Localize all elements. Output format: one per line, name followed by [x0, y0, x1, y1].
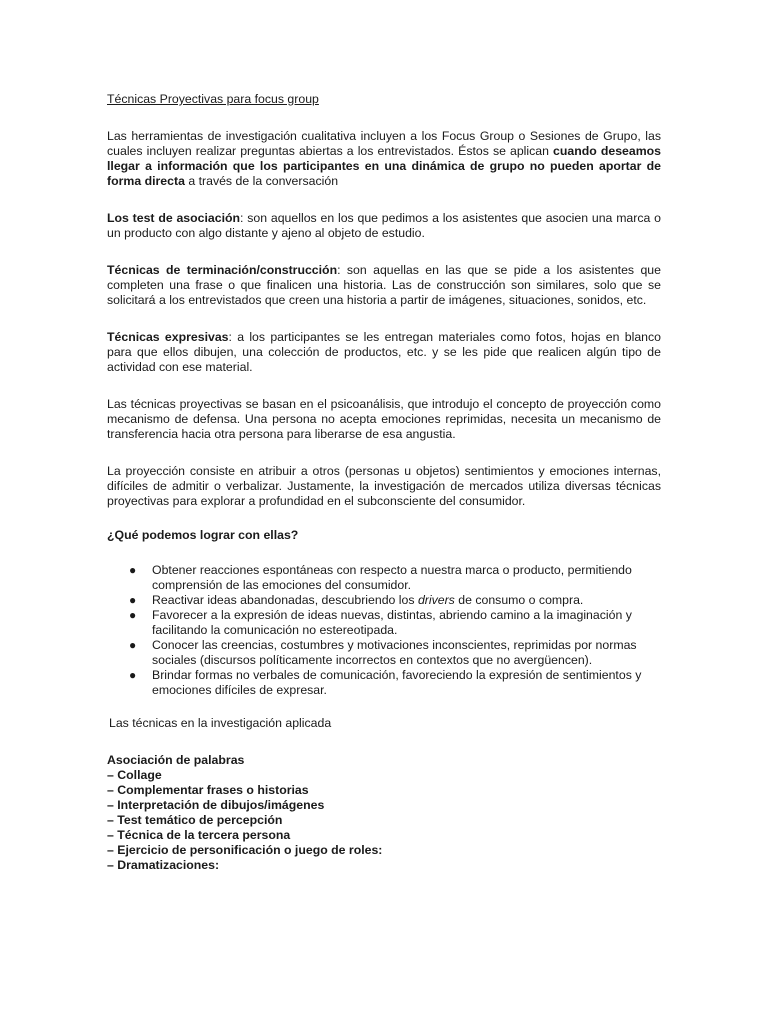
asociacion-text: : son aquellos en los que pedimos a los asistentes que asocien una marca o un producto con algo distante y ajeno al objeto de estudio.: [107, 211, 661, 240]
benefit-italic-term: drivers: [417, 593, 455, 607]
intro-paragraph: [107, 129, 661, 189]
benefit-text: Favorecer a la expresión de ideas nuevas, distintas, abriendo camino a la imaginación y facilitando la comunicación no estereotipada.: [152, 608, 632, 637]
asociacion-paragraph: [107, 211, 661, 241]
benefit-text-start: Reactivar ideas abandonadas, descubriendo los: [152, 593, 418, 607]
technique-item: – Test temático de percepción: [107, 813, 283, 827]
section-subtitle: Las técnicas en la investigación aplicada: [109, 716, 332, 730]
terminacion-text: : son aquellas en las que se pide a los asistentes que completen una frase o que finalicen una historia. Las de construcción son similares, solo que se solicitará a los entrevistados que creen una historia a partir de imágenes, situaciones, sonidos, etc.: [107, 263, 661, 307]
psicoanalisis-paragraph: Las técnicas proyectivas se basan en el psicoanálisis, que introdujo el concepto de proyección como mecanismo de defensa. Una persona no acepta emociones reprimidas, necesita un mecanismo de transferencia hacia otra persona para liberarse de esa angustia.: [107, 397, 661, 441]
bullet-icon: ●: [129, 668, 137, 682]
intro-text-end: a través de la conversación: [184, 174, 339, 188]
technique-item: – Collage: [107, 768, 162, 782]
list-item: [107, 593, 661, 608]
technique-item: – Complementar frases o historias: [107, 783, 309, 797]
bullet-icon: ●: [129, 638, 137, 652]
list-item: [107, 608, 661, 638]
bullet-icon: ●: [129, 608, 137, 622]
technique-item: – Ejercicio de personificación o juego de roles:: [107, 843, 383, 857]
list-item: [107, 563, 661, 593]
technique-item: – Dramatizaciones:: [107, 858, 220, 872]
bullet-icon: ●: [129, 593, 137, 607]
bullet-icon: ●: [129, 563, 137, 577]
document-page: [107, 92, 661, 873]
list-item: [107, 638, 661, 668]
intro-text-start: Las herramientas de investigación cualitativa incluyen a los Focus Group o Sesiones de Grupo, las cuales incluyen realizar preguntas abiertas a los entrevistados. Éstos se aplican: [107, 129, 661, 158]
expresivas-term: Técnicas expresivas: [107, 330, 229, 344]
proyeccion-paragraph: La proyección consiste en atribuir a otros (personas u objetos) sentimientos y emociones internas, difíciles de admitir o verbalizar. Justamente, la investigación de mercados utiliza diversas técnicas proyectivas para explorar a profundidad en el subconsciente del consumidor.: [107, 464, 661, 508]
technique-item: – Técnica de la tercera persona: [107, 828, 291, 842]
section-question: ¿Qué podemos lograr con ellas?: [107, 528, 299, 542]
benefit-text: Obtener reacciones espontáneas con respecto a nuestra marca o producto, permitiendo comprensión de las emociones del consumidor.: [152, 563, 632, 592]
technique-item: – Interpretación de dibujos/imágenes: [107, 798, 325, 812]
document-title: Técnicas Proyectivas para focus group: [107, 92, 319, 106]
asociacion-term: Los test de asociación: [107, 211, 241, 225]
terminacion-paragraph: [107, 263, 661, 308]
benefit-text: Conocer las creencias, costumbres y motivaciones inconscientes, reprimidas por normas sociales (discursos políticamente incorrectos en contextos que no avergüencen).: [152, 638, 637, 667]
intro-bold-text: cuando deseamos llegar a información que los participantes en una dinámica de grupo no pueden aportar de forma directa: [107, 144, 661, 188]
benefit-text: Brindar formas no verbales de comunicación, favoreciendo la expresión de sentimientos y emociones difíciles de expresar.: [152, 668, 642, 697]
benefit-text-end: de consumo o compra.: [454, 593, 584, 607]
benefits-list: [107, 563, 661, 698]
list-item: [107, 668, 661, 698]
expresivas-paragraph: [107, 330, 661, 375]
expresivas-text: : a los participantes se les entregan materiales como fotos, hojas en blanco para que ellos dibujen, una colección de productos, etc. y se les pide que realicen algún tipo de actividad con ese material.: [107, 330, 661, 374]
techniques-list: [107, 753, 661, 873]
terminacion-term: Técnicas de terminación/construcción: [107, 263, 338, 277]
technique-item: Asociación de palabras: [107, 753, 245, 767]
